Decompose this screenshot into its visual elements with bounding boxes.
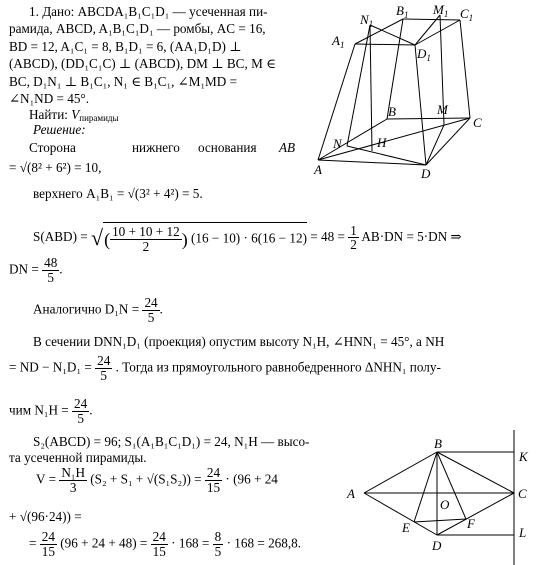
fig2-label-l: L (519, 525, 527, 540)
fig1-label-a1: $A_1$ (332, 33, 345, 50)
v3-den2: 15 (152, 543, 166, 559)
half-num: 1 (350, 222, 357, 238)
fig2-label-d: D (432, 538, 442, 553)
find-sub: пирамиды (79, 113, 119, 123)
v3-mid2: · 168 = (171, 535, 210, 551)
v3-den: 15 (41, 543, 55, 559)
d1n-formula (33, 296, 163, 325)
area-lhs: S(ABD) = (33, 228, 88, 244)
v3-num: 24 (41, 529, 55, 544)
half-den: 2 (350, 237, 357, 253)
d1n-den: 5 (147, 309, 155, 325)
n1h-lhs: чим N₁H = (9, 402, 69, 418)
d1n-dot: . (159, 301, 163, 317)
section-line: В сечении DNN₁D₁ (проекция) опустим высоту N₁H, ∠HNN₁ = 45°, а NH (33, 334, 445, 349)
dn-lhs: DN = (9, 261, 39, 277)
v3-mid: (96 + 24 + 48) = (60, 535, 148, 551)
d1n-lhs: Аналогично D₁N = (33, 301, 140, 317)
problem-line-5: BC, D₁N₁ ⊥ B₁C₁, N₁ ∈ B₁C₁, ∠M₁MD = (9, 74, 238, 89)
fig2-label-b: B (434, 436, 442, 451)
areas-line-2: та усеченной пирамиды. (9, 450, 147, 465)
n1h-den: 5 (77, 410, 84, 426)
find-label: Найти: (29, 107, 68, 122)
nh-num: 24 (97, 353, 111, 368)
side-word-4: AB (279, 140, 296, 155)
area-num: 10 + 10 + 12 (112, 224, 180, 239)
area-den: 2 (142, 238, 150, 254)
fig2-label-o: O (440, 497, 450, 512)
n1h-num: 24 (74, 396, 88, 411)
area-mid: (16 − 10) · 6(16 − 12) (191, 230, 307, 246)
fig2-label-a: A (347, 486, 355, 501)
fig1-label-h: H (377, 135, 387, 150)
pyramid-figure (300, 0, 536, 185)
nh-formula (9, 354, 441, 383)
v3-num2: 24 (152, 529, 166, 544)
rhombus-figure (344, 430, 536, 565)
v3-tail: · 168 = 268,8. (226, 535, 302, 551)
fig1-label-d: D (421, 166, 431, 181)
fig1-label-c: C (473, 115, 482, 130)
find-line (29, 108, 119, 123)
fig1-label-m: M (437, 102, 448, 117)
fig1-label-n1: $N_1$ (360, 12, 374, 29)
v-lhs: V = (36, 471, 57, 487)
problem-line-6: ∠N₁ND = 45°. (9, 91, 90, 106)
volume-result (29, 530, 301, 559)
areas-line-1: S₂(ABCD) = 96; S₁(A₁B₁C₁D₁) = 24, N₁H — высо- (33, 434, 310, 449)
problem-line-4: (ABCD), (DD₁C₁C) ⊥ (ABCD), DM ⊥ BC, M ∈ (9, 56, 276, 71)
dn-dot: . (59, 261, 63, 277)
fig1-label-a: A (314, 162, 322, 177)
problem-line-1: 1. Дано: ABCDA₁B₁C₁D₁ — усеченная пи- (29, 4, 268, 19)
fig1-label-m1: $M_1$ (433, 2, 449, 19)
fig1-label-d1: $D_1$ (417, 46, 431, 63)
fig2-label-k: K (519, 449, 528, 464)
v3-den3: 5 (214, 543, 222, 559)
fig2-label-f: F (467, 516, 475, 531)
n1h-formula (9, 397, 93, 426)
nh-den: 5 (100, 367, 107, 383)
volume-formula (36, 466, 278, 495)
v-den2: 15 (206, 479, 221, 495)
find-value: V (71, 107, 80, 122)
fig1-label-b1: $B_1$ (396, 3, 409, 20)
v-den: 3 (69, 479, 77, 495)
side-word-3: основания (198, 140, 257, 155)
v-tail: · (96 + 24 (225, 471, 278, 487)
ab-value: = √(8² + 6²) = 10, (9, 160, 102, 175)
v-mid: (S₂ + S₁ + √(S₁S₂)) = (90, 471, 202, 487)
fig1-label-n: N (333, 136, 342, 151)
nh-tail: . Тогда из прямоугольного равнобедренного ΔNHN₁ полу- (115, 359, 441, 375)
side-word-2: нижнего (132, 140, 180, 155)
d1n-num: 24 (144, 295, 158, 310)
a1b1-value: верхнего A₁B₁ = √(3² + 4²) = 5. (33, 186, 203, 201)
area-rhs: = 48 = (310, 228, 345, 244)
side-word-1: Сторона (29, 140, 76, 155)
v3-eq: = (29, 535, 37, 551)
v-num: N₁H (61, 465, 85, 480)
dn-num: 48 (44, 255, 58, 270)
nh-lhs: = ND − N₁D₁ = (9, 359, 92, 375)
area-formula: S(ABD) = √( $\frac{10 + 10 + 12}{2}$ ) (16 − 10) · 6(16 − 12) = 48 = $\frac{1}{2}$ AB·DN = 5·DN ⇒ (33, 222, 462, 254)
fig1-label-b: B (388, 104, 396, 119)
problem-line-3: BD = 12, A₁C₁ = 8, B₁D₁ = 6, (AA₁D₁D) ⊥ (9, 39, 242, 54)
dn-formula (9, 256, 63, 285)
v3-num3: 8 (214, 529, 222, 544)
volume-line-2: + √(96·24)) = (9, 509, 82, 524)
n1h-dot: . (89, 402, 93, 418)
solution-label: Решение: (33, 122, 86, 137)
v-num2: 24 (206, 465, 221, 480)
fig2-label-c: C (518, 486, 527, 501)
dn-den: 5 (47, 269, 54, 285)
area-tail: AB·DN = 5·DN ⇒ (361, 228, 462, 244)
problem-line-2: рамида, ABCD, A₁B₁C₁D₁ — ромбы, AC = 16, (9, 21, 266, 36)
fig1-label-c1: $C_1$ (460, 6, 474, 23)
fig2-label-e: E (402, 520, 410, 535)
